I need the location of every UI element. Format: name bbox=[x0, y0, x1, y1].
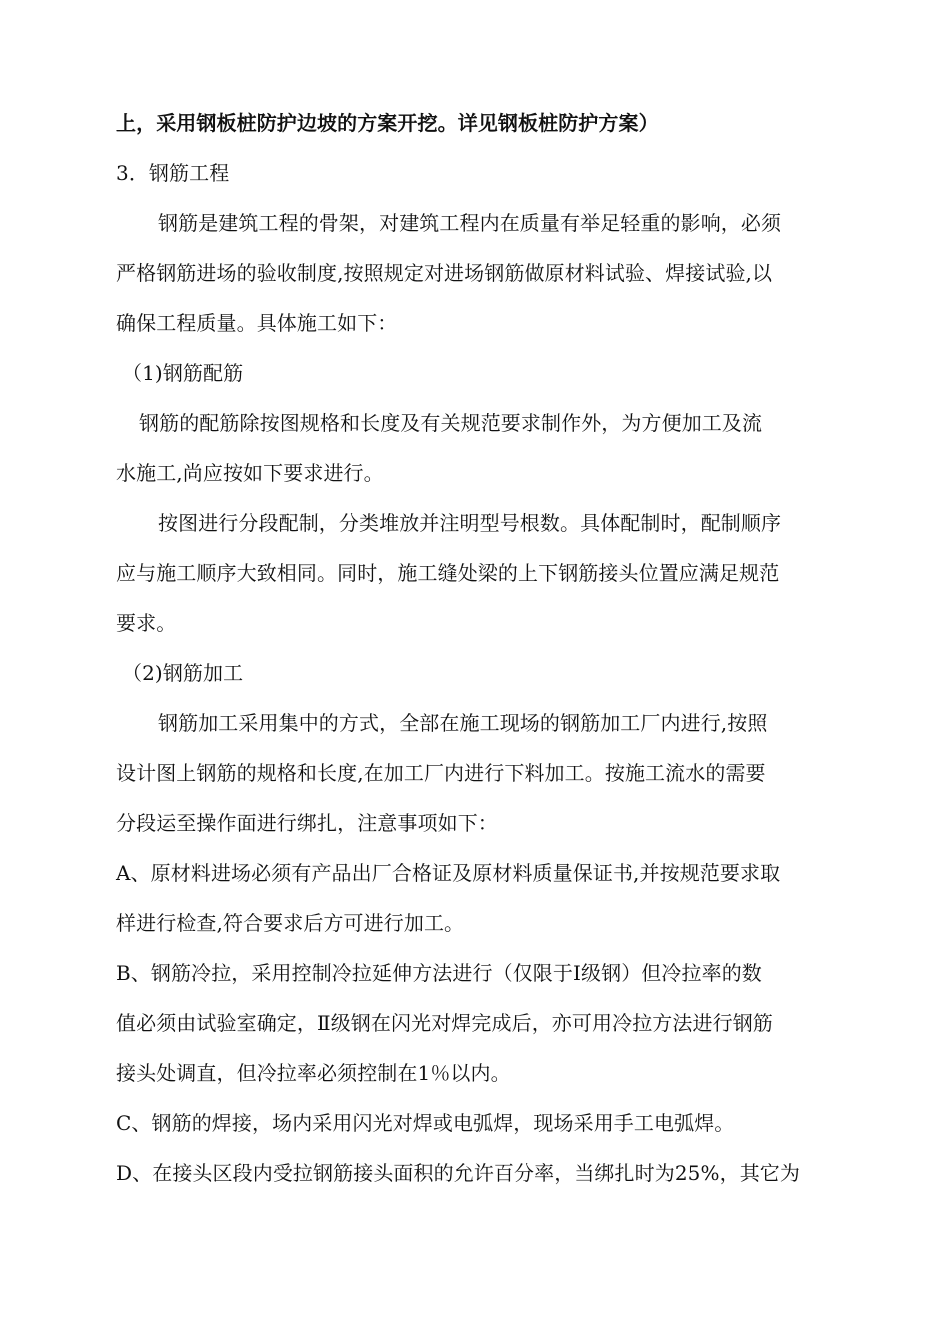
paragraph-line: 按图进行分段配制，分类堆放并注明型号根数。具体配制时，配制顺序 bbox=[158, 511, 782, 535]
paragraph-line: 分段运至操作面进行绑扎，注意事项如下： bbox=[116, 811, 498, 835]
paragraph-line: 钢筋加工采用集中的方式，全部在施工现场的钢筋加工厂内进行,按照 bbox=[158, 711, 768, 735]
section-heading: 3．钢筋工程 bbox=[116, 161, 230, 185]
list-item-line: 值必须由试验室确定，Ⅱ级钢在闪光对焊完成后，亦可用冷拉方法进行钢筋 bbox=[116, 1011, 773, 1035]
list-item-line: 接头处调直，但冷拉率必须控制在1％以内。 bbox=[116, 1061, 511, 1085]
document-body bbox=[116, 98, 862, 1198]
list-item-line: D、在接头区段内受拉钢筋接头面积的允许百分率，当绑扎时为25%，其它为 bbox=[116, 1161, 800, 1185]
list-item-line: A、原材料进场必须有产品出厂合格证及原材料质量保证书,并按规范要求取 bbox=[116, 861, 781, 885]
list-item-line: C、钢筋的焊接，场内采用闪光对焊或电弧焊，现场采用手工电弧焊。 bbox=[116, 1111, 735, 1135]
paragraph-line: 要求。 bbox=[116, 611, 177, 635]
subsection-heading: （2)钢筋加工 bbox=[122, 661, 244, 685]
paragraph-line: 水施工,尚应按如下要求进行。 bbox=[116, 461, 384, 485]
subsection-heading: （1)钢筋配筋 bbox=[122, 361, 244, 385]
paragraph-line: 确保工程质量。具体施工如下： bbox=[116, 311, 398, 335]
paragraph-line: 严格钢筋进场的验收制度,按照规定对进场钢筋做原材料试验、焊接试验,以 bbox=[116, 261, 773, 285]
paragraph-line-bold: 上，采用钢板桩防护边坡的方案开挖。详见钢板桩防护方案） bbox=[116, 111, 659, 135]
list-item-line: 样进行检查,符合要求后方可进行加工。 bbox=[116, 911, 465, 935]
paragraph-line: 设计图上钢筋的规格和长度,在加工厂内进行下料加工。按施工流水的需要 bbox=[116, 761, 766, 785]
paragraph-line: 钢筋的配筋除按图规格和长度及有关规范要求制作外，为方便加工及流 bbox=[139, 411, 763, 435]
list-item-line: B、钢筋冷拉，采用控制冷拉延伸方法进行（仅限于Ⅰ级钢）但冷拉率的数 bbox=[116, 961, 762, 985]
paragraph-line: 应与施工顺序大致相同。同时，施工缝处梁的上下钢筋接头位置应满足规范 bbox=[116, 561, 780, 585]
paragraph-line: 钢筋是建筑工程的骨架，对建筑工程内在质量有举足轻重的影响，必须 bbox=[158, 211, 782, 235]
